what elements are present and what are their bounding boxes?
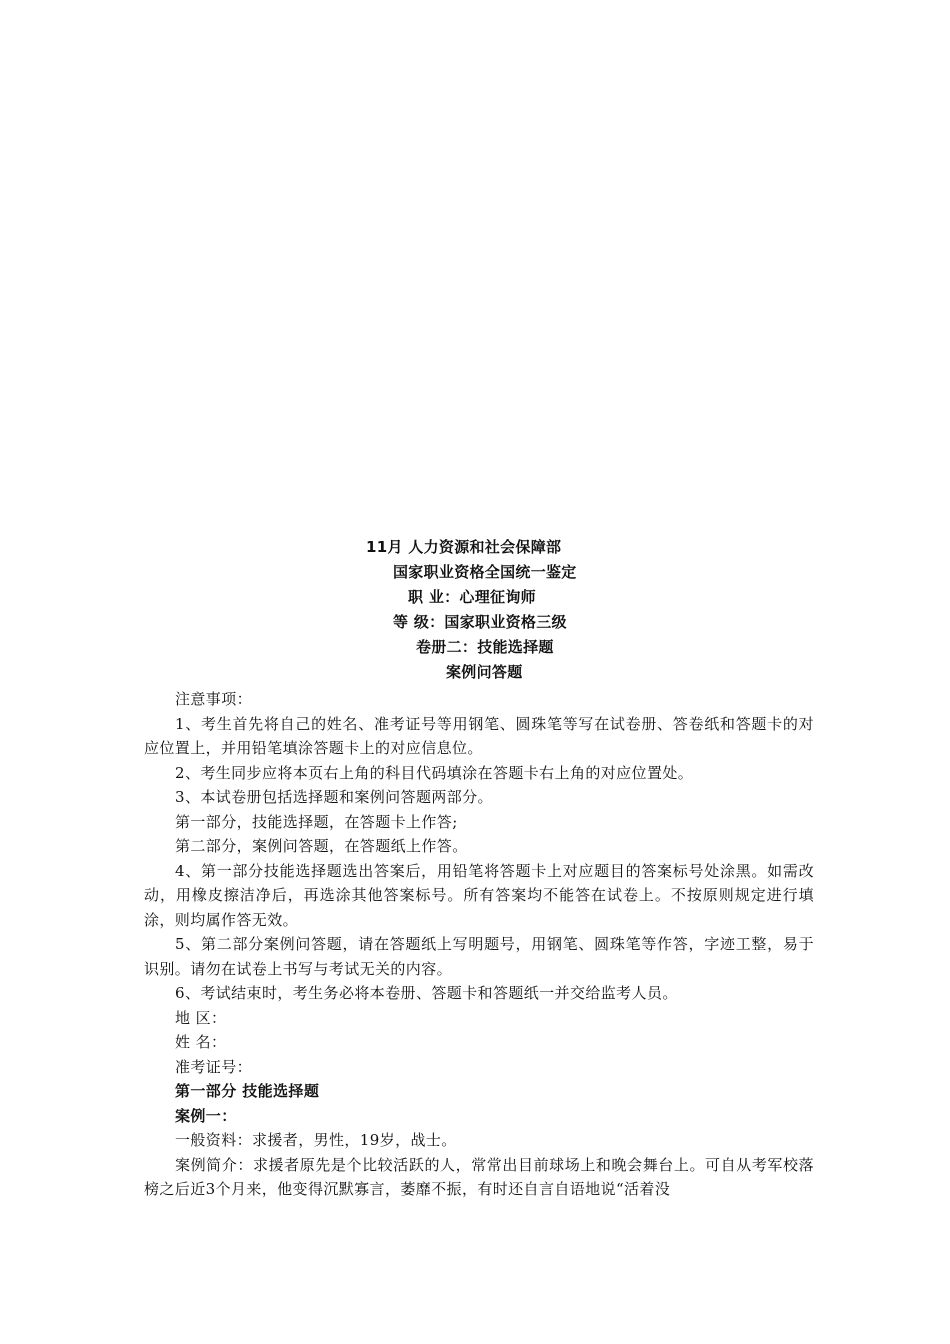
section-heading: 第一部分 技能选择题	[175, 1082, 320, 1100]
notice-part-two: 第二部分，案例问答题，在答题纸上作答。	[175, 837, 468, 855]
header-volume: 卷册二：技能选择题	[416, 638, 554, 656]
notice-item-1: 1、考生首先将自己的姓名、准考证号等用钢笔、圆珠笔等写在试卷册、答卷纸和答题卡的对应位置上，并用铅笔填涂答题卡上的对应信息位。	[144, 714, 814, 757]
notice-part-one: 第一部分，技能选择题，在答题卡上作答;	[175, 812, 458, 831]
case-heading: 案例一：	[175, 1106, 237, 1125]
notice-item-3: 3、本试卷册包括选择题和案例问答题两部分。	[175, 788, 493, 806]
admission-number-label: 准考证号：	[175, 1057, 253, 1076]
notice-item-2: 2、考生同步应将本页右上角的科目代码填涂在答题卡右上角的对应位置处。	[175, 763, 694, 782]
case-general-info: 一般资料：求援者，男性，19岁，战士。	[175, 1131, 457, 1149]
notice-item-4: 4、第一部分技能选择题选出答案后，用铅笔将答题卡上对应题目的答案标号处涂黑。如需改动，用橡皮擦洁净后，再选涂其他答案标号。所有答案均不能答在试卷上。不按原则规定进行填涂，则均属作答无效。	[144, 861, 814, 929]
notice-heading: 注意事项：	[175, 690, 253, 708]
header-subtitle: 案例问答题	[446, 663, 523, 681]
notice-item-5: 5、第二部分案例问答题，请在答题纸上写明题号，用钢笔、圆珠笔等作答，字迹工整，易于识别。请勿在试卷上书写与考试无关的内容。	[144, 935, 814, 978]
region-field-label: 地 区：	[175, 1008, 227, 1027]
document-body	[144, 687, 814, 1202]
notice-item-6: 6、考试结束时，考生务必将本卷册、答题卡和答题纸一并交给监考人员。	[175, 984, 678, 1002]
header-exam-name: 国家职业资格全国统一鉴定	[393, 563, 577, 581]
case-summary: 案例简介：求援者原先是个比较活跃的人，常常出目前球场上和晚会舞台上。可自从考军校落榜之后近3个月来，他变得沉默寡言，萎靡不振，有时还自言自语地说“活着没	[144, 1155, 814, 1198]
header-profession: 职 业：心理征询师	[408, 588, 536, 606]
header-ministry-line: 11月 人力资源和社会保障部	[366, 538, 562, 556]
name-field-label: 姓 名：	[175, 1033, 227, 1051]
header-level: 等 级：国家职业资格三级	[393, 613, 567, 631]
